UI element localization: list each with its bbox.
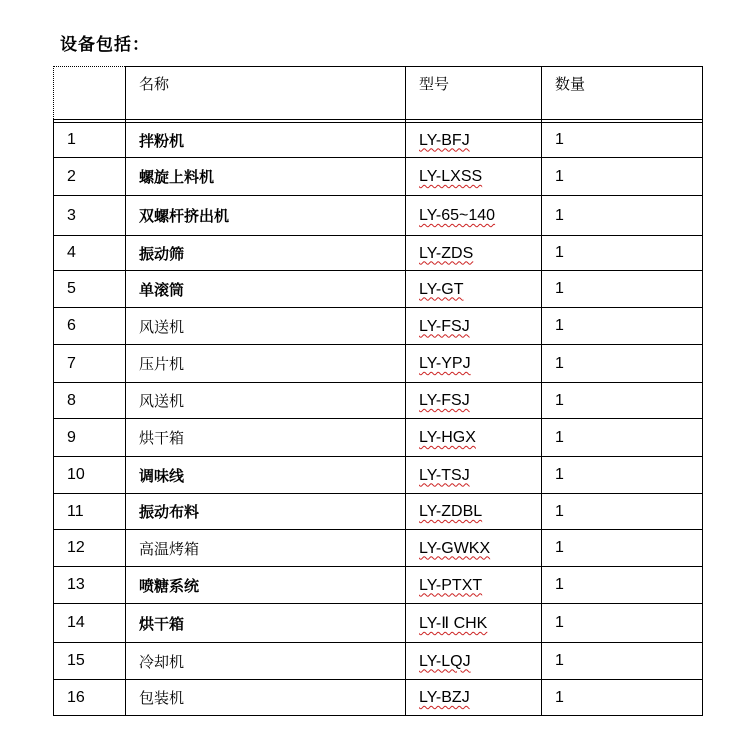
model-number: LY-BFJ [419,131,470,149]
table-row [54,643,703,680]
quantity: 1 [542,604,703,643]
page-heading: 设备包括： [60,35,150,55]
model-number: LY-Ⅱ CHK [419,615,488,632]
row-index: 4 [54,236,126,271]
row-index: 15 [54,643,126,680]
row-index: 11 [54,494,126,530]
row-index: 13 [54,567,126,604]
model-number: LY-YPJ [419,355,471,372]
table-row [54,567,703,604]
quantity: 1 [542,123,703,158]
table-row [54,345,703,383]
equipment-name: 包装机 [126,680,406,716]
row-index: 10 [54,457,126,494]
equipment-name: 振动布料 [126,494,406,530]
row-index: 2 [54,158,126,196]
model-number: LY-FSJ [419,317,470,335]
model-cell [406,419,542,457]
row-index: 8 [54,383,126,419]
table-row [54,383,703,419]
quantity: 1 [542,383,703,419]
equipment-table [53,66,703,716]
table-row [54,308,703,345]
model-cell [406,457,542,494]
model-cell [406,271,542,308]
row-index: 3 [54,196,126,236]
model-cell [406,308,542,345]
table-row [54,494,703,530]
quantity: 1 [542,419,703,457]
model-number: LY-LXSS [419,168,483,185]
model-cell [406,158,542,196]
quantity: 1 [542,680,703,716]
table-row [54,158,703,196]
table-row [54,530,703,567]
equipment-name: 高温烤箱 [126,530,406,567]
row-index: 12 [54,530,126,567]
quantity: 1 [542,158,703,196]
table-row [54,196,703,236]
equipment-name: 调味线 [126,457,406,494]
model-cell [406,345,542,383]
model-number: LY-FSJ [419,392,470,409]
model-number: LY-BZJ [419,689,470,706]
equipment-name: 喷糖系统 [126,567,406,604]
equipment-name: 冷却机 [126,643,406,680]
table-row [54,419,703,457]
model-cell [406,530,542,567]
quantity: 1 [542,457,703,494]
row-index: 9 [54,419,126,457]
model-number: LY-GT [419,280,464,298]
row-index: 1 [54,123,126,158]
model-number: LY-PTXT [419,576,483,594]
table-row [54,123,703,158]
quantity: 1 [542,196,703,236]
model-cell [406,643,542,680]
table-header-row [54,67,703,120]
quantity: 1 [542,643,703,680]
model-number: LY-ZDBL [419,503,483,520]
header-model: 型号 [406,67,542,120]
model-number: LY-TSJ [419,466,470,484]
equipment-name: 单滚筒 [126,271,406,308]
equipment-name: 压片机 [126,345,406,383]
header-index [54,67,126,120]
model-cell [406,567,542,604]
model-number: LY-GWKX [419,539,491,557]
model-number: LY-ZDS [419,244,474,262]
model-number: LY-HGX [419,429,476,446]
quantity: 1 [542,236,703,271]
model-cell [406,196,542,236]
equipment-name: 烘干箱 [126,419,406,457]
equipment-name: 风送机 [126,308,406,345]
quantity: 1 [542,308,703,345]
equipment-name: 烘干箱 [126,604,406,643]
equipment-name: 双螺杆挤出机 [126,196,406,236]
model-cell [406,604,542,643]
equipment-name: 螺旋上料机 [126,158,406,196]
row-index: 5 [54,271,126,308]
table-row [54,271,703,308]
model-cell [406,383,542,419]
quantity: 1 [542,530,703,567]
model-cell [406,680,542,716]
row-index: 16 [54,680,126,716]
model-cell [406,236,542,271]
quantity: 1 [542,271,703,308]
quantity: 1 [542,345,703,383]
row-index: 14 [54,604,126,643]
quantity: 1 [542,567,703,604]
row-index: 7 [54,345,126,383]
table-row [54,236,703,271]
table-row [54,604,703,643]
model-number: LY-65~140 [419,207,496,224]
model-number: LY-LQJ [419,652,471,670]
model-cell [406,123,542,158]
model-cell [406,494,542,530]
equipment-name: 振动筛 [126,236,406,271]
equipment-name: 风送机 [126,383,406,419]
equipment-name: 拌粉机 [126,123,406,158]
table-row [54,680,703,716]
header-qty: 数量 [542,67,703,120]
header-name: 名称 [126,67,406,120]
row-index: 6 [54,308,126,345]
table-row [54,457,703,494]
quantity: 1 [542,494,703,530]
